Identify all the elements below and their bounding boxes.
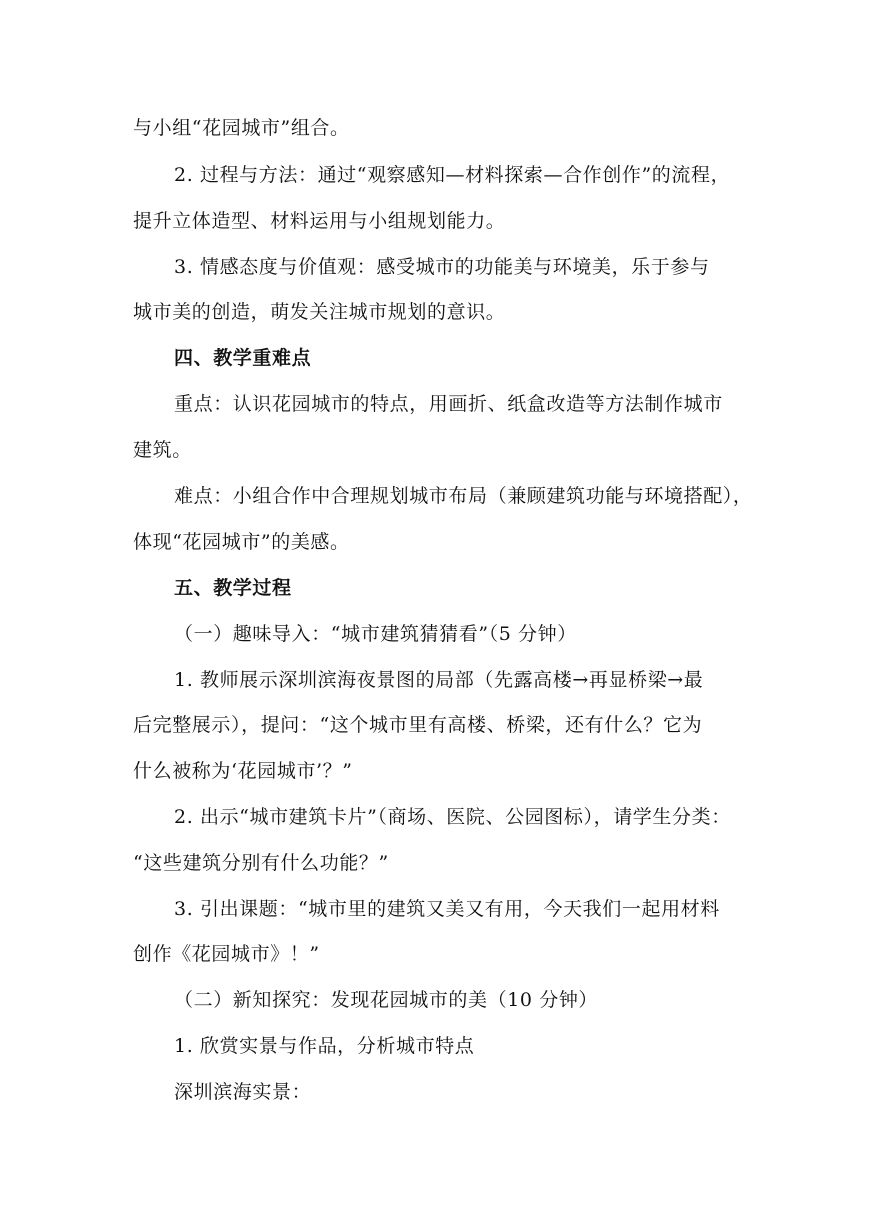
text-line: 什么被称为‘花园城市’？” — [133, 760, 353, 782]
subsection-heading: （一）趣味导入：“城市建筑猜猜看”（5 分钟） — [174, 623, 577, 645]
text-line: 深圳滨海实景： — [174, 1081, 312, 1103]
section-heading: 五、教学过程 — [174, 577, 292, 599]
text-line: 1. 欣赏实景与作品，分析城市特点 — [174, 1035, 475, 1057]
text-line: 体现“花园城市”的美感。 — [133, 531, 350, 553]
text-line: 2. 出示“城市建筑卡片”（商场、医院、公园图标），请学生分类： — [174, 806, 731, 828]
text-line: 后完整展示），提问：“这个城市里有高楼、桥梁，还有什么？它为 — [133, 714, 703, 736]
text-line: 与小组“花园城市”组合。 — [133, 117, 350, 139]
text-line: 3. 情感态度与价值观：感受城市的功能美与环境美，乐于参与 — [174, 256, 710, 278]
text-line: 难点：小组合作中合理规划城市布局（兼顾建筑功能与环境搭配）， — [174, 485, 753, 507]
text-line: 1. 教师展示深圳滨海夜景图的局部（先露高楼→再显桥梁→最 — [174, 669, 704, 691]
text-line: 3. 引出课题：“城市里的建筑又美又有用，今天我们一起用材料 — [174, 898, 720, 920]
text-line: 建筑。 — [133, 439, 192, 461]
text-line: 2. 过程与方法：通过“观察感知—材料探索—合作创作”的流程， — [174, 164, 731, 186]
text-line: “这些建筑分别有什么功能？” — [133, 852, 389, 874]
text-line: 城市美的创造，萌发关注城市规划的意识。 — [133, 301, 506, 323]
text-line: 提升立体造型、材料运用与小组规划能力。 — [133, 210, 506, 232]
text-line: 创作《花园城市》！” — [133, 943, 320, 965]
section-heading: 四、教学重难点 — [174, 347, 312, 369]
text-line: 重点：认识花园城市的特点，用画折、纸盒改造等方法制作城市 — [174, 393, 723, 415]
subsection-heading: （二）新知探究：发现花园城市的美（10 分钟） — [174, 989, 599, 1011]
